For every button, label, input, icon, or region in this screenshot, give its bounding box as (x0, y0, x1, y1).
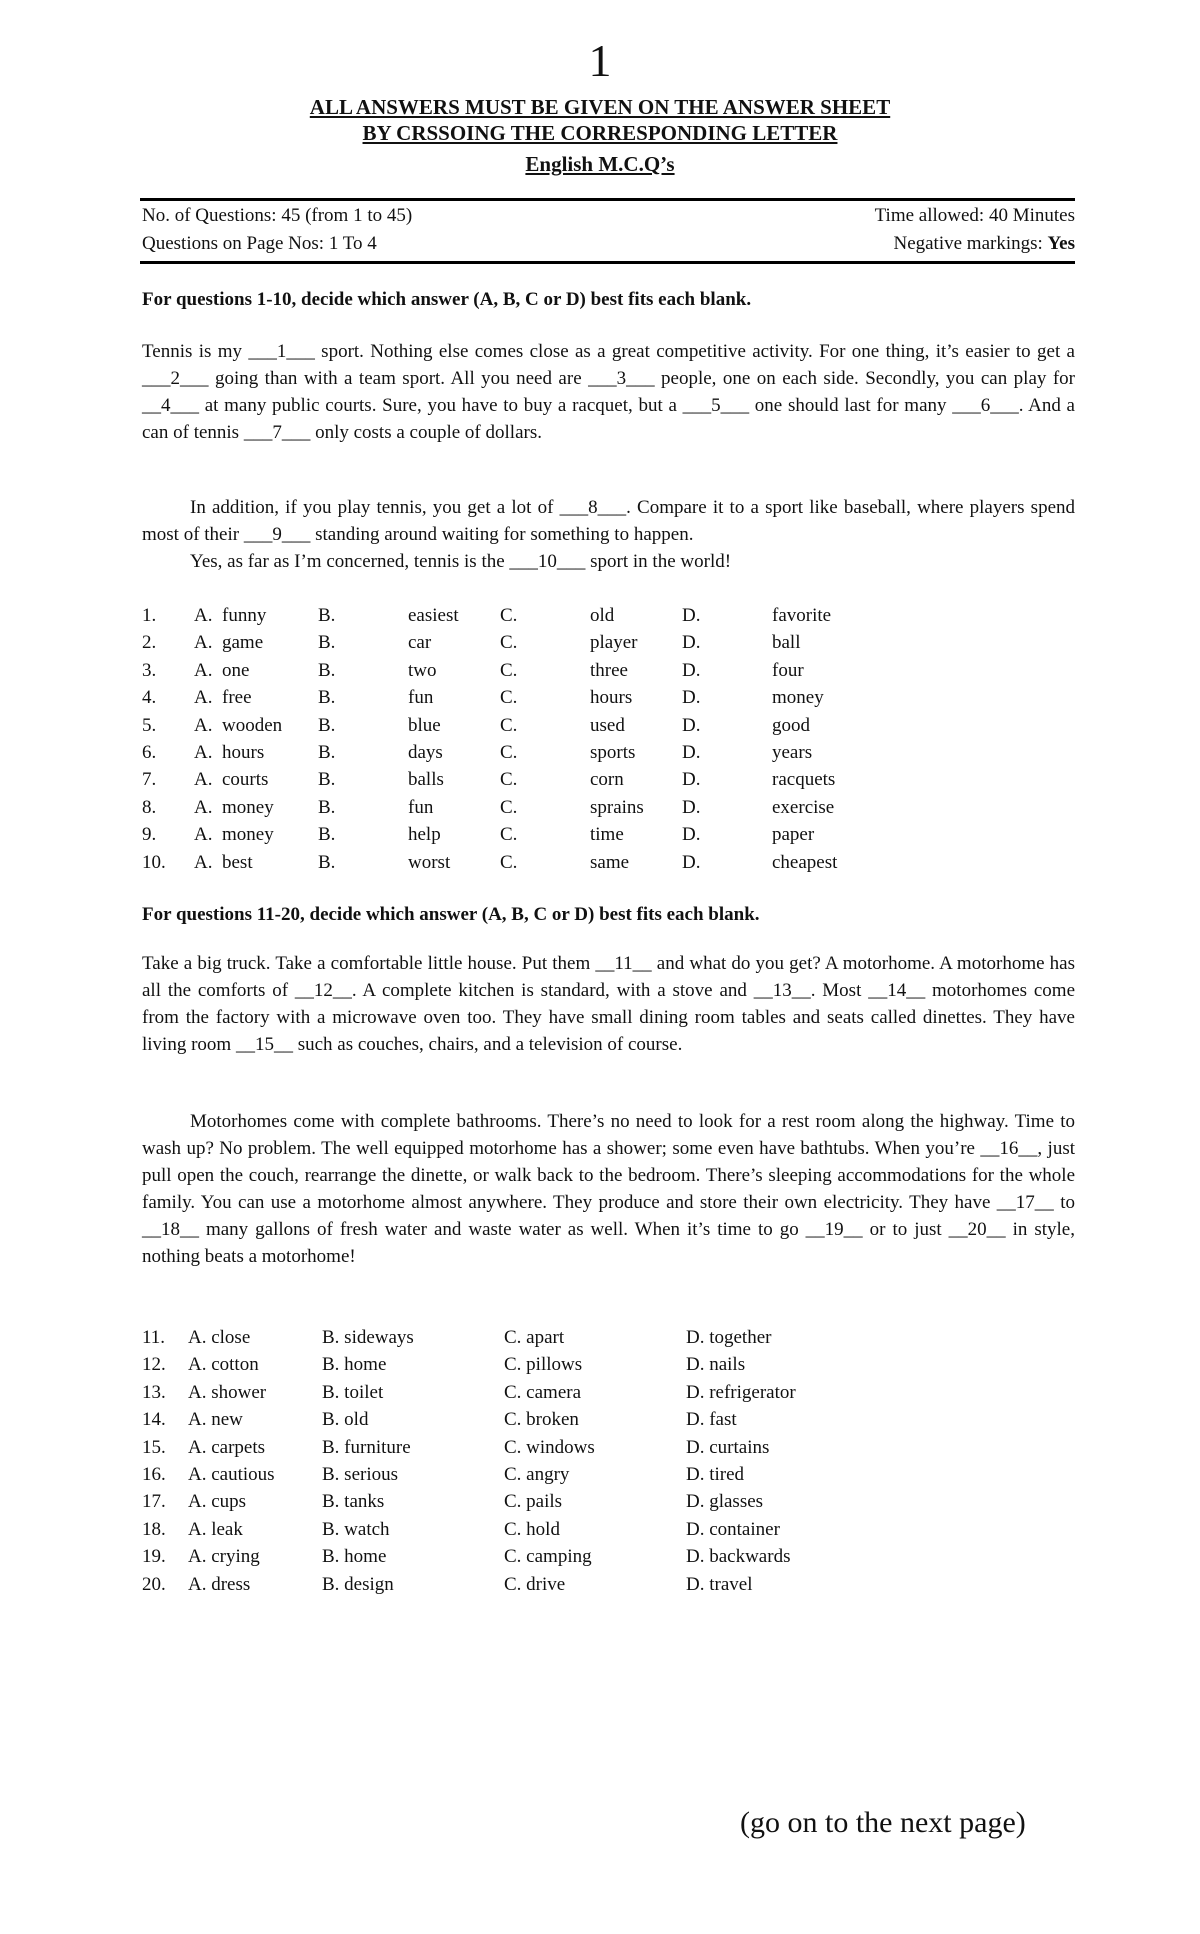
option-letter-c: C. (500, 659, 518, 681)
option-a: A. cups (188, 1491, 247, 1513)
section-2-question-list (142, 1324, 846, 1598)
option-d: paper (772, 824, 815, 846)
question-number: 8. (142, 796, 157, 818)
option-a: best (222, 851, 253, 873)
option-b: balls (408, 769, 444, 791)
option-letter-a: A. (194, 741, 213, 763)
option-b: B. tanks (322, 1491, 385, 1513)
option-a: hours (222, 741, 265, 763)
option-c: old (590, 605, 615, 626)
option-letter-a: A. (194, 714, 213, 736)
question-row (142, 657, 892, 684)
option-c: C. camera (504, 1381, 582, 1403)
option-a: wooden (222, 714, 283, 736)
option-b: B. design (322, 1573, 394, 1595)
option-letter-a: A. (194, 659, 213, 681)
negative-markings-label: Negative markings: (893, 233, 1048, 254)
question-row (142, 1379, 846, 1406)
section-1-paragraph-2 (142, 494, 1075, 575)
question-number: 1. (142, 605, 157, 626)
question-row (142, 1324, 846, 1351)
question-number: 7. (142, 769, 157, 791)
option-letter-b: B. (318, 687, 336, 709)
option-c: hours (590, 687, 633, 709)
option-a: money (222, 796, 274, 818)
question-row (142, 1571, 846, 1598)
question-number: 14. (142, 1409, 166, 1431)
section-1-paragraph-2-text: In addition, if you play tennis, you get a lot of ___8___. Compare it to a sport like baseball, where players spend most of their ___9___ standing around waiting for something to happen. (142, 497, 1075, 545)
option-d: D. nails (686, 1354, 746, 1376)
option-a: courts (222, 769, 269, 791)
option-c: C. camping (504, 1546, 592, 1568)
option-b: help (408, 824, 441, 846)
question-number: 4. (142, 687, 157, 709)
option-c: corn (590, 769, 624, 791)
question-row (142, 1406, 846, 1433)
option-letter-b: B. (318, 769, 336, 791)
question-row (142, 794, 892, 821)
section-2-instruction: For questions 11-20, decide which answer (A, B, C or D) best fits each blank. (142, 904, 760, 925)
question-row (142, 1461, 846, 1488)
option-b: B. watch (322, 1518, 390, 1540)
option-c: sprains (590, 796, 644, 818)
option-letter-c: C. (500, 851, 518, 873)
question-row (142, 1516, 846, 1543)
option-c: used (590, 714, 625, 736)
section-1-paragraph-1: Tennis is my ___1___ sport. Nothing else comes close as a great competitive activity. For one thing, it’s easier to get a ___2___ going than with a team sport. All you need are ___3___ people, one on each side. Secondly, you can play for __4___ at many public courts. Sure, you have to buy a racquet, but a ___5___ one should last for many ___6___. And a can of tennis ___7___ only costs a couple of dollars. (142, 341, 1075, 443)
option-letter-b: B. (318, 824, 336, 846)
option-letter-c: C. (500, 769, 518, 791)
option-b: days (408, 741, 443, 763)
page-number: 1 (588, 35, 612, 86)
option-d: cheapest (772, 851, 838, 873)
option-c: C. pails (504, 1491, 563, 1513)
option-c: time (590, 824, 624, 846)
question-row (142, 712, 892, 739)
option-letter-a: A. (194, 632, 213, 654)
option-letter-a: A. (194, 687, 213, 709)
option-d: money (772, 687, 824, 709)
option-letter-a: A. (194, 605, 213, 626)
question-number: 10. (142, 851, 166, 873)
option-b: B. home (322, 1354, 387, 1376)
question-row (142, 684, 892, 711)
option-letter-b: B. (318, 632, 336, 654)
option-letter-a: A. (194, 769, 213, 791)
option-b: easiest (408, 605, 459, 626)
option-letter-b: B. (318, 741, 336, 763)
question-row (142, 1543, 846, 1570)
option-a: one (222, 659, 250, 681)
option-a: game (222, 632, 264, 654)
option-b: B. old (322, 1409, 369, 1431)
option-d: D. together (686, 1327, 772, 1348)
option-c: same (590, 851, 630, 873)
option-d: favorite (772, 605, 832, 626)
option-c: sports (590, 741, 636, 763)
question-row (142, 1434, 846, 1461)
question-number: 2. (142, 632, 157, 654)
option-c: C. pillows (504, 1354, 583, 1376)
option-c: C. hold (504, 1518, 560, 1540)
option-letter-b: B. (318, 605, 336, 626)
option-letter-d: D. (682, 851, 701, 873)
option-letter-d: D. (682, 741, 701, 763)
option-letter-d: D. (682, 769, 701, 791)
option-a: A. cautious (188, 1463, 275, 1485)
option-letter-d: D. (682, 687, 701, 709)
question-row (142, 821, 892, 848)
option-d: four (772, 659, 804, 681)
option-b: B. serious (322, 1463, 398, 1485)
question-row (142, 739, 892, 766)
option-b: two (408, 659, 437, 681)
option-letter-d: D. (682, 632, 701, 654)
option-d: years (772, 741, 813, 763)
option-c: three (590, 659, 628, 681)
question-number: 9. (142, 824, 157, 846)
option-d: D. tired (686, 1463, 745, 1485)
info-bottom-rule (140, 261, 1075, 264)
option-d: ball (772, 632, 801, 654)
option-c: C. windows (504, 1436, 595, 1458)
option-a: A. dress (188, 1573, 251, 1595)
option-letter-c: C. (500, 687, 518, 709)
option-letter-d: D. (682, 796, 701, 818)
option-d: D. curtains (686, 1436, 770, 1458)
question-number: 13. (142, 1381, 166, 1403)
header-line-1: ALL ANSWERS MUST BE GIVEN ON THE ANSWER SHEET (309, 95, 891, 119)
option-b: fun (408, 796, 434, 818)
info-row-1 (142, 205, 1075, 227)
option-b: fun (408, 687, 434, 709)
question-number: 11. (142, 1327, 166, 1348)
option-d: D. container (686, 1518, 780, 1540)
section-1-question-list (142, 602, 892, 876)
option-a: A. new (188, 1409, 243, 1431)
option-a: money (222, 824, 274, 846)
option-d: D. travel (686, 1573, 753, 1595)
question-number: 3. (142, 659, 157, 681)
option-d: good (772, 714, 810, 736)
info-row-2 (142, 233, 1075, 255)
option-a: funny (222, 605, 267, 626)
header-line-2: BY CRSSOING THE CORRESPONDING LETTER (362, 121, 838, 145)
option-a: A. cotton (188, 1354, 259, 1376)
question-row (142, 766, 892, 793)
question-row (142, 602, 892, 629)
option-d: racquets (772, 769, 836, 791)
option-d: D. refrigerator (686, 1381, 796, 1403)
negative-markings-value: Yes (1047, 233, 1075, 254)
option-b: blue (408, 714, 441, 736)
question-number: 15. (142, 1436, 166, 1458)
option-a: A. crying (188, 1546, 260, 1568)
question-row (142, 629, 892, 656)
option-b: B. furniture (322, 1436, 411, 1458)
option-letter-c: C. (500, 741, 518, 763)
option-letter-c: C. (500, 824, 518, 846)
time-allowed: Time allowed: 40 Minutes (874, 205, 1075, 226)
option-d: D. glasses (686, 1491, 764, 1513)
option-a: A. shower (188, 1381, 267, 1403)
section-2-paragraph-2: Motorhomes come with complete bathrooms. There’s no need to look for a rest room along the highway. Time to wash up? No problem. The well equipped motorhome has a shower; some even have bathtubs. When you’re __16__, just pull open the couch, rearrange the dinette, or walk back to the bedroom. There’s sleeping accommodations for the whole family. You can use a motorhome almost anywhere. They produce and store their own electricity. They have __17__ to __18__ many gallons of fresh water and waste water as well. When it’s time to go __19__ or to just __20__ in style, nothing beats a motorhome! (142, 1111, 1075, 1267)
option-a: free (222, 687, 252, 709)
question-row (142, 1488, 846, 1515)
option-letter-b: B. (318, 796, 336, 818)
option-a: A. close (188, 1327, 251, 1348)
option-letter-d: D. (682, 605, 701, 626)
option-letter-d: D. (682, 824, 701, 846)
option-a: A. leak (188, 1518, 243, 1540)
question-number: 19. (142, 1546, 166, 1568)
question-number: 16. (142, 1463, 166, 1485)
option-letter-c: C. (500, 632, 518, 654)
option-b: B. sideways (322, 1327, 414, 1348)
option-letter-c: C. (500, 714, 518, 736)
question-row (142, 1351, 846, 1378)
question-pages: Questions on Page Nos: 1 To 4 (142, 233, 377, 254)
section-2-paragraph-1: Take a big truck. Take a comfortable little house. Put them __11__ and what do you get? A motorhome. A motorhome has all the comforts of __12__. A complete kitchen is standard, with a stove and __13__. Most __14__ motorhomes come from the factory with a microwave oven too. They have small dining room tables and seats called dinettes. They have living room __15__ such as couches, chairs, and a television of course. (142, 953, 1075, 1055)
option-letter-a: A. (194, 796, 213, 818)
footer-next-page: (go on to the next page) (740, 1806, 1026, 1839)
option-letter-d: D. (682, 659, 701, 681)
option-letter-a: A. (194, 851, 213, 873)
option-c: C. apart (504, 1327, 565, 1348)
option-letter-b: B. (318, 851, 336, 873)
question-number: 20. (142, 1573, 166, 1595)
option-b: car (408, 632, 432, 654)
question-number: 6. (142, 741, 157, 763)
option-c: C. drive (504, 1573, 566, 1595)
option-letter-a: A. (194, 824, 213, 846)
questions-count: No. of Questions: 45 (from 1 to 45) (142, 205, 413, 226)
info-top-rule (140, 198, 1075, 201)
option-letter-d: D. (682, 714, 701, 736)
question-number: 5. (142, 714, 157, 736)
option-c: C. angry (504, 1463, 570, 1485)
option-b: worst (408, 851, 451, 873)
option-d: exercise (772, 796, 835, 818)
option-d: D. backwards (686, 1546, 791, 1568)
section-1-instruction: For questions 1-10, decide which answer (A, B, C or D) best fits each blank. (142, 289, 752, 310)
question-number: 12. (142, 1354, 166, 1376)
option-b: B. home (322, 1546, 387, 1568)
option-letter-c: C. (500, 605, 518, 626)
question-row (142, 849, 892, 876)
option-letter-b: B. (318, 714, 336, 736)
option-a: A. carpets (188, 1436, 266, 1458)
question-number: 17. (142, 1491, 166, 1513)
option-d: D. fast (686, 1409, 737, 1431)
option-c: C. broken (504, 1409, 579, 1431)
option-c: player (590, 632, 638, 654)
option-letter-c: C. (500, 796, 518, 818)
option-letter-b: B. (318, 659, 336, 681)
section-1-paragraph-3-text: Yes, as far as I’m concerned, tennis is the ___10___ sport in the world! (190, 551, 732, 572)
document-subtitle: English M.C.Q’s (525, 152, 675, 176)
option-b: B. toilet (322, 1381, 384, 1403)
negative-markings (893, 233, 1075, 255)
question-number: 18. (142, 1518, 166, 1540)
